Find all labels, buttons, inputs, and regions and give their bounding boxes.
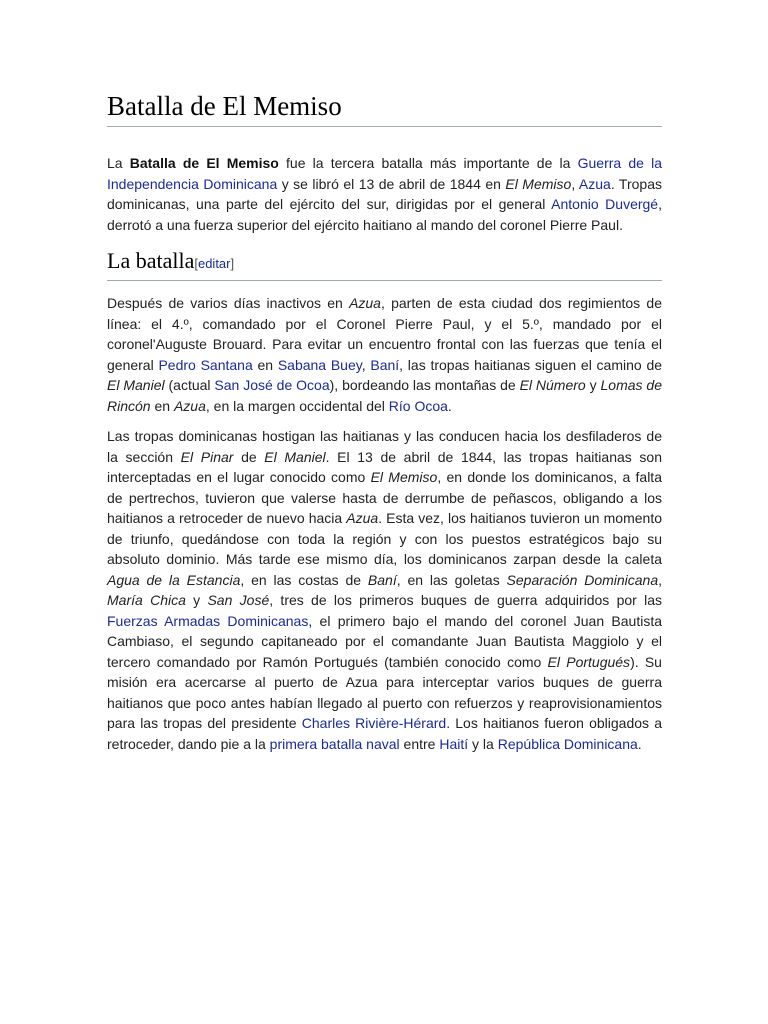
italic-agua-de-la-estancia: Agua de la Estancia: [107, 571, 241, 588]
text-run: Las tropas dominicanas hostigan las haitianas y las conducen hacia los desfiladeros de la sección: [107, 428, 662, 465]
text-run: . Esta vez, los haitianos tuvieron un momento de triunfo, quedándose con toda la región y con los puestos estratégicos bajo su absoluto dominio. Más tarde ese mismo día, los dominicanos zarpan desde la caleta: [107, 510, 662, 567]
text-run: , el primero bajo el mando del coronel Juan Bautista Cambiaso, el segundo capitaneado por el comandante Juan Bautista Maggiolo y el tercero comandado por Ramón Portugués (también conocido como: [107, 612, 662, 670]
link-sabana-buey[interactable]: Sabana Buey: [277, 356, 362, 373]
link-charles-riviere-herard[interactable]: Charles Rivière-Hérard: [301, 715, 447, 731]
italic-maria-chica: María Chica: [107, 592, 186, 608]
article-content: [107, 90, 662, 754]
paragraph-2: [107, 426, 662, 754]
text-run: (actual: [164, 377, 215, 393]
link-haiti[interactable]: Haití: [439, 735, 469, 752]
text-run: de: [233, 448, 265, 465]
text-run: .: [637, 735, 642, 752]
text-run: y: [185, 592, 208, 608]
italic-azua: Azua: [173, 397, 206, 414]
edit-link[interactable]: editar: [197, 256, 231, 271]
italic-san-jose: San José: [207, 592, 270, 608]
text-run: Después de varios días inactivos en: [107, 295, 350, 311]
link-guerra-independencia[interactable]: Guerra de la Independencia Dominicana: [107, 155, 662, 192]
text-run: ), bordeando las montañas de: [329, 377, 520, 393]
text-run: ,: [658, 571, 663, 588]
text-run: ,: [571, 175, 579, 192]
italic-lomas-de-rincon: Lomas de Rincón: [107, 377, 662, 414]
italic-separacion-dominicana: Separación Dominicana: [506, 571, 659, 588]
link-bani[interactable]: Baní: [370, 356, 400, 373]
text-run: fue la tercera batalla más importante de la: [278, 155, 578, 171]
intro-paragraph: [107, 153, 662, 235]
link-san-jose-de-ocoa[interactable]: San José de Ocoa: [214, 377, 330, 393]
text-run: y se libró el 13 de abril de 1844 en: [277, 175, 506, 192]
paragraph-1: [107, 293, 662, 416]
italic-azua: Azua: [346, 510, 379, 526]
text-run: , parten de esta ciudad dos regimientos de línea: el 4.º, comandado por el Coronel Pierre Paul, y el 5.º, mandado por el coronel'Auguste Brouard. Para evitar un encuentro frontal con las fuerzas que tenía el general: [107, 295, 662, 373]
italic-el-portugues: El Portugués: [547, 653, 631, 670]
text-run: ,: [361, 356, 371, 373]
text-run: , derrotó a una fuerza superior del ejército haitiano al mando del coronel Pierre Paul.: [107, 196, 662, 233]
bold-title: Batalla de El Memiso: [129, 155, 279, 171]
text-run: . El 13 de abril de 1844, las tropas haitianas son interceptadas en el lugar conocido como: [107, 448, 662, 485]
italic-el-pinar: El Pinar: [180, 448, 234, 465]
italic-el-maniel: El Maniel: [264, 448, 326, 465]
text-run: La: [107, 155, 130, 171]
text-run: , tres de los primeros buques de guerra adquiridos por las: [269, 592, 663, 608]
section-title: La batalla: [107, 248, 195, 273]
italic-bani: Baní: [367, 571, 397, 588]
section-heading-la-batalla: [107, 247, 662, 281]
text-run: . Los haitianos fueron obligados a retroceder, dando pie a la: [107, 715, 662, 752]
italic-el-maniel: El Maniel: [107, 377, 165, 393]
link-rio-ocoa[interactable]: Río Ocoa: [388, 397, 448, 414]
text-run: . Tropas dominicanas, una parte del ejército del sur, dirigidas por el general: [107, 175, 662, 212]
text-run: , las tropas haitianas siguen el camino de: [399, 356, 663, 373]
link-fuerzas-armadas-dominicanas[interactable]: Fuerzas Armadas Dominicanas: [107, 612, 309, 629]
link-primera-batalla-naval[interactable]: primera batalla naval: [269, 735, 400, 752]
text-run: entre: [399, 735, 440, 752]
italic-el-memiso: El Memiso: [370, 469, 438, 485]
italic-el-numero: El Número: [519, 377, 586, 393]
text-run: en: [150, 397, 174, 414]
edit-section: [194, 256, 234, 271]
text-run: , en las goletas: [396, 571, 507, 588]
edit-bracket-open: [: [194, 256, 198, 271]
page-title: Batalla de El Memiso: [107, 90, 662, 127]
text-run: y la: [468, 735, 498, 752]
text-run: y: [585, 377, 601, 393]
link-pedro-santana[interactable]: Pedro Santana: [158, 356, 253, 373]
text-run: ). Su misión era acercarse al puerto de Azua para interceptar varios buques de guerra haitianos que poco antes habían llegado al puerto con refuerzos y reaprovisionamientos para las tropas del presidente: [107, 653, 662, 731]
link-azua[interactable]: Azua: [578, 175, 611, 192]
text-run: , en la margen occidental del: [205, 397, 389, 414]
text-run: .: [447, 397, 452, 414]
italic-azua: Azua: [349, 295, 381, 311]
link-antonio-duverge[interactable]: Antonio Duvergé: [551, 196, 659, 212]
edit-bracket-close: ]: [230, 256, 235, 271]
text-run: , en donde los dominicanos, a falta de pertrechos, tuvieron que valerse hasta de derrumbe de peñascos, obligando a los haitianos a retroceder de nuevo hacia: [107, 469, 662, 526]
italic-el-memiso: El Memiso: [505, 175, 572, 192]
text-run: , en las costas de: [240, 571, 368, 588]
text-run: en: [252, 356, 278, 373]
link-republica-dominicana[interactable]: República Dominicana: [497, 735, 638, 752]
